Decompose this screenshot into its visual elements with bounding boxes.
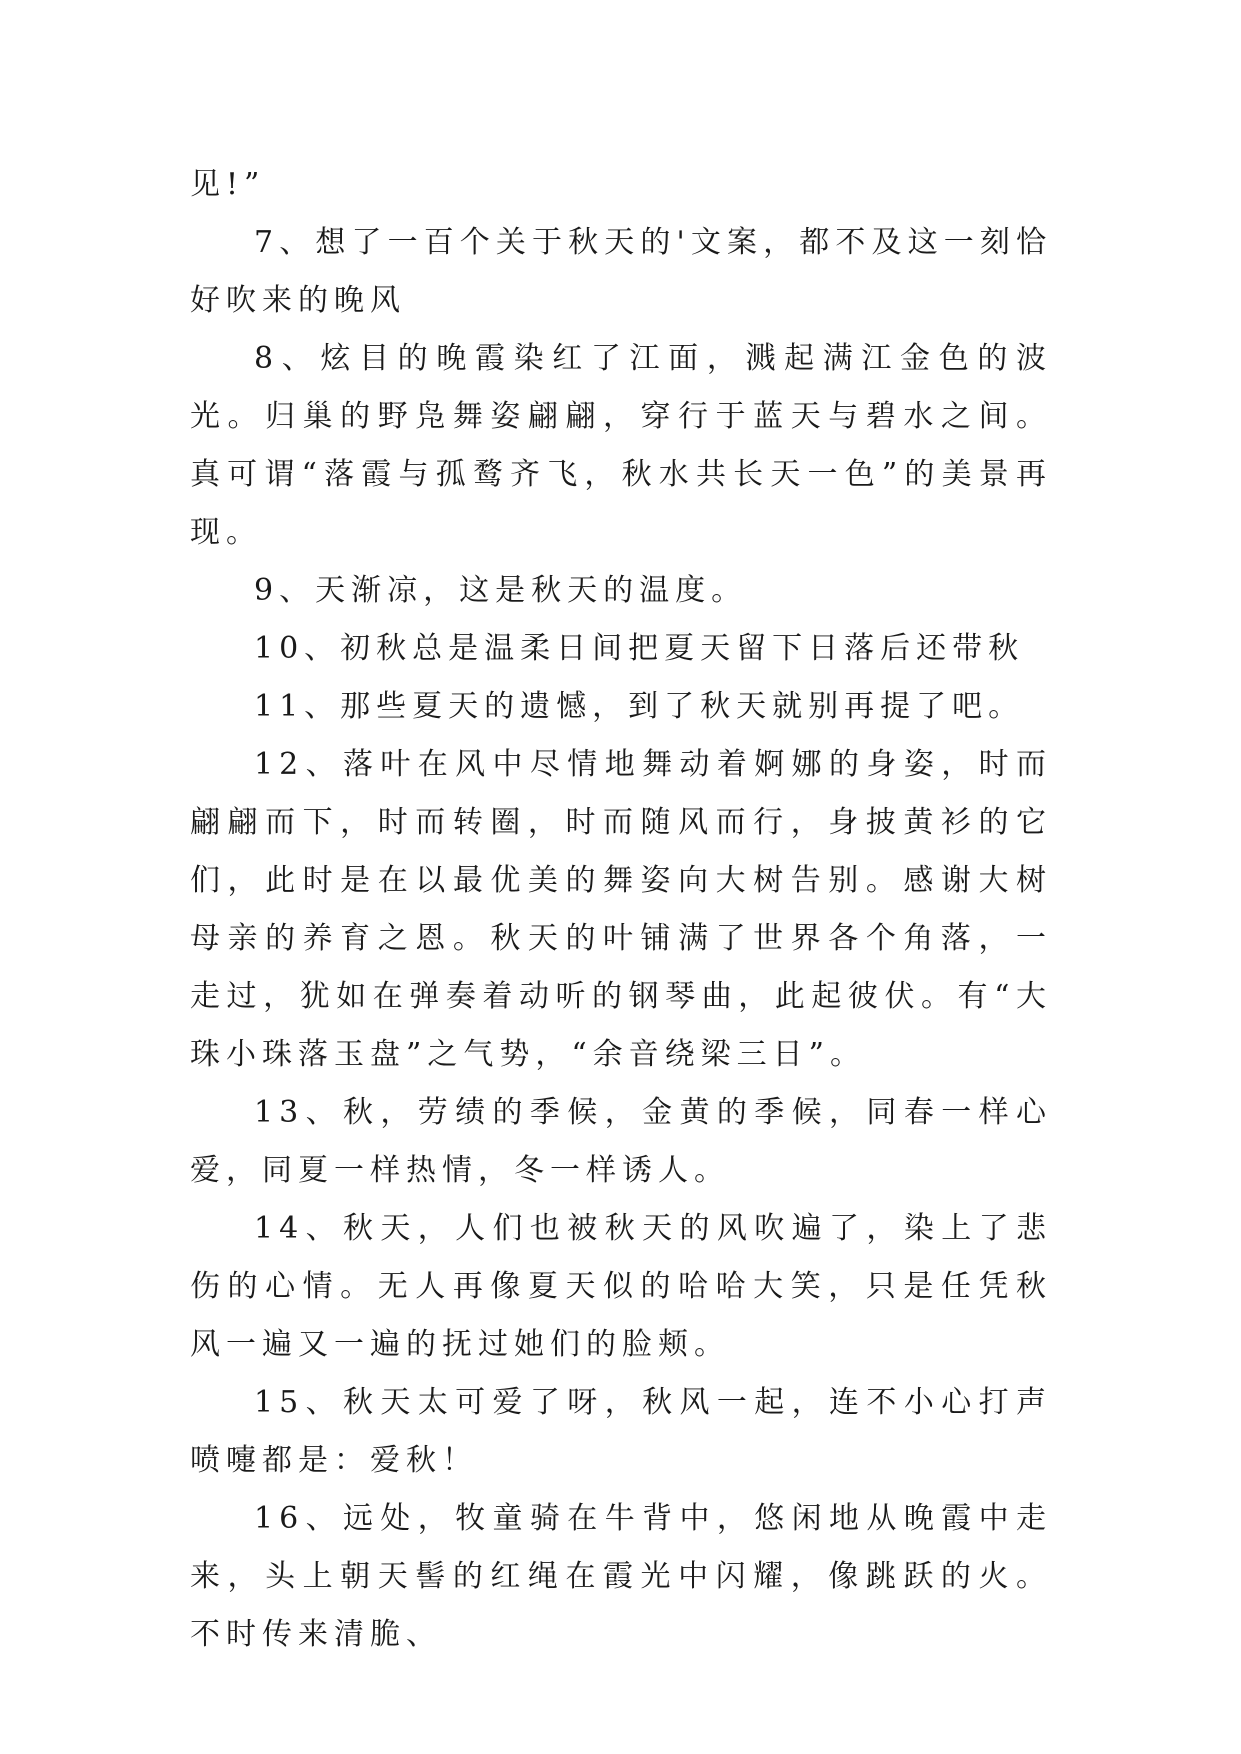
paragraph-item-9: 9、天渐凉，这是秋天的温度。 xyxy=(254,573,748,608)
paragraph-continuation: 见!” xyxy=(190,167,266,202)
paragraph-item-10: 10、初秋总是温柔日间把夏天留下日落后还带秋 xyxy=(254,631,1025,666)
paragraph-item-13: 13、秋，劳绩的季候，金黄的季候，同春一样心爱，同夏一样热情，冬一样诱人。 xyxy=(190,1095,1052,1188)
paragraph-item-12: 12、落叶在风中尽情地舞动着婀娜的身姿，时而翩翩而下，时而转圈，时而随风而行，身披黄衫的它们，此时是在以最优美的舞姿向大树告别。感谢大树母亲的养育之恩。秋天的叶铺满了世界各个角落，一走过，犹如在弹奏着动听的钢琴曲，此起彼伏。有“大珠小珠落玉盘”之气势，“余音绕梁三日”。 xyxy=(190,747,1052,1072)
paragraph-item-11: 11、那些夏天的遗憾，到了秋天就别再提了吧。 xyxy=(254,689,1025,724)
paragraph-item-8: 8、炫目的晚霞染红了江面，溅起满江金色的波光。归巢的野凫舞姿翩翩，穿行于蓝天与碧水之间。真可谓“落霞与孤鹜齐飞，秋水共长天一色”的美景再现。 xyxy=(190,341,1052,550)
document-body xyxy=(190,156,1052,1664)
paragraph-item-16: 16、远处，牧童骑在牛背中，悠闲地从晚霞中走来，头上朝天髻的红绳在霞光中闪耀，像跳跃的火。不时传来清脆、 xyxy=(190,1501,1052,1652)
paragraph-item-7: 7、想了一百个关于秋天的'文案，都不及这一刻恰好吹来的晚风 xyxy=(190,225,1052,318)
paragraph-item-15: 15、秋天太可爱了呀，秋风一起，连不小心打声喷嚏都是：爱秋！ xyxy=(190,1385,1052,1478)
paragraph-item-14: 14、秋天，人们也被秋天的风吹遍了，染上了悲伤的心情。无人再像夏天似的哈哈大笑，只是任凭秋风一遍又一遍的抚过她们的脸颊。 xyxy=(190,1211,1052,1362)
